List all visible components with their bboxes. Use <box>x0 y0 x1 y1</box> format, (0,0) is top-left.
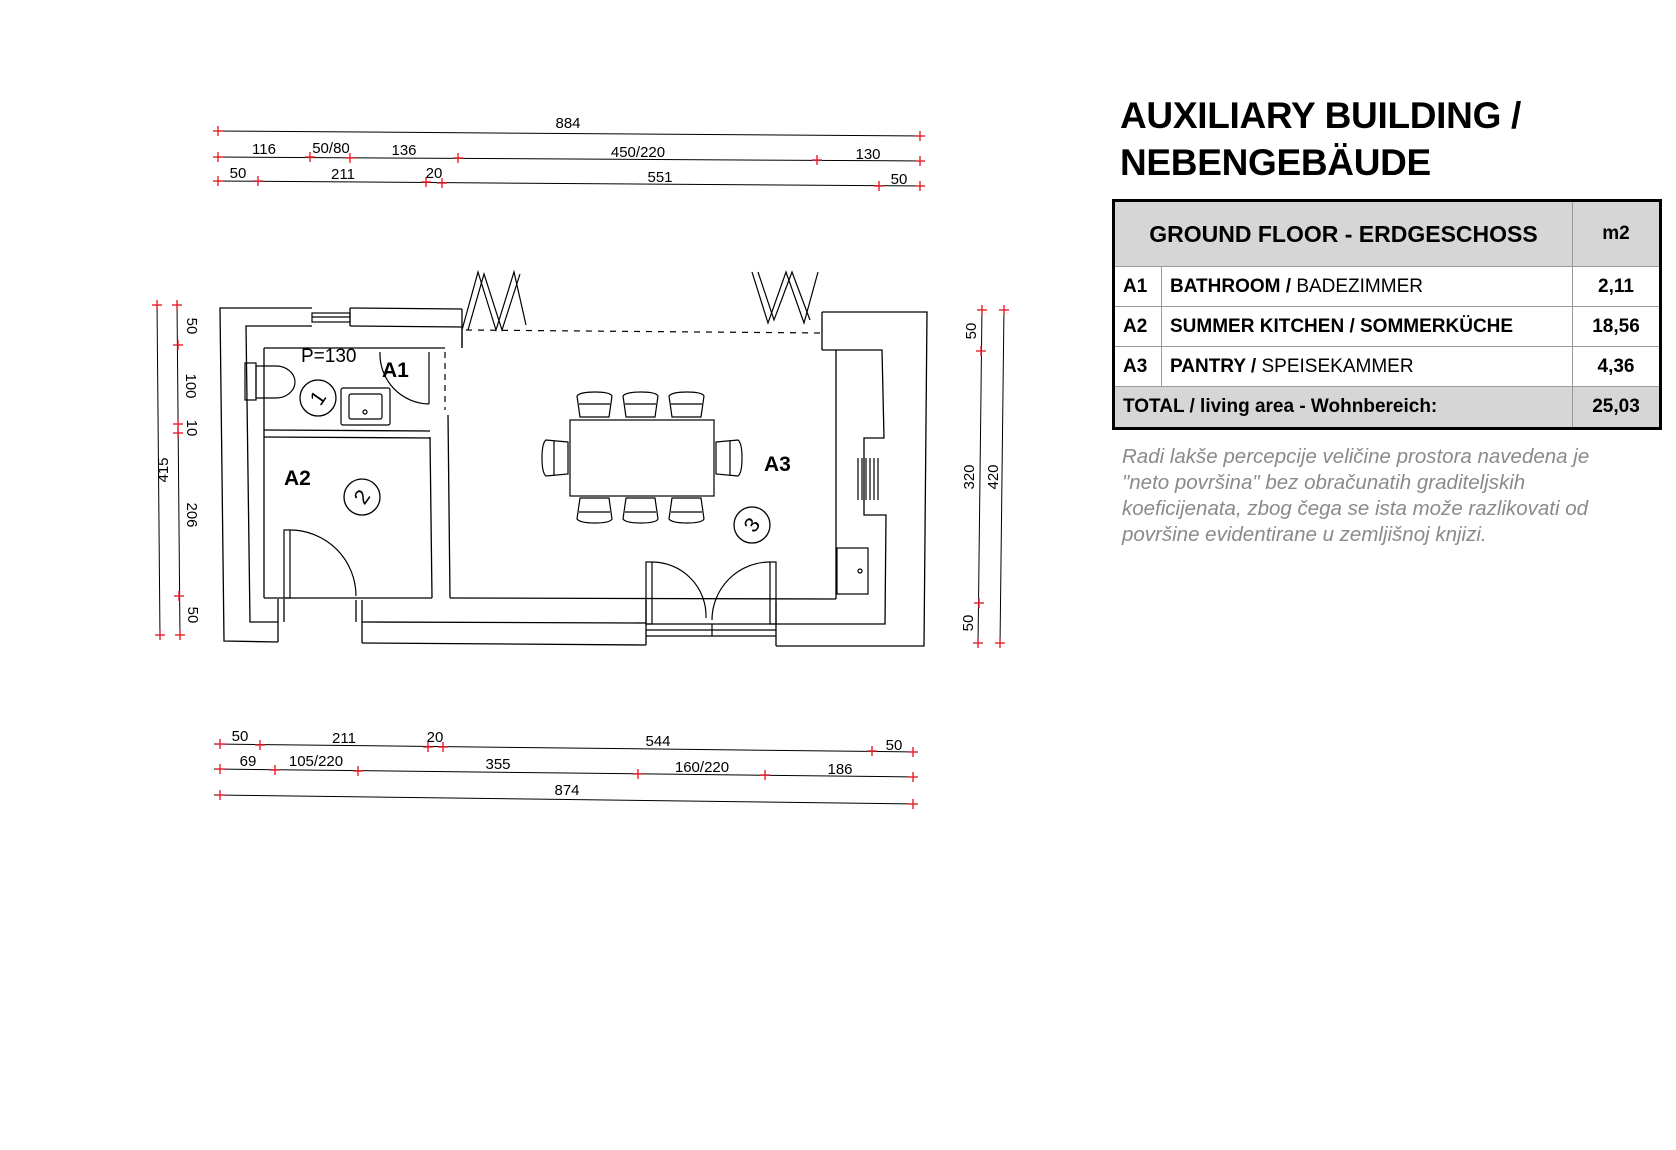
dim-top-opening: 50/80 <box>312 140 350 157</box>
kitchen-entrance-door <box>284 530 356 598</box>
sill-height-label: P=130 <box>301 346 357 367</box>
area-table-heading: GROUND FLOOR - ERDGESCHOSS <box>1114 201 1573 267</box>
room-name: SUMMER KITCHEN / SOMMERKÜCHE <box>1162 307 1573 347</box>
room-area: 2,11 <box>1573 267 1661 307</box>
dim-bottom-opening: 69 <box>239 753 257 770</box>
dim-bottom-wall: 211 <box>332 730 356 747</box>
dim-top-opening: 450/220 <box>610 144 666 161</box>
dim-bottom-wall: 50 <box>885 737 903 754</box>
room-name: PANTRY / SPEISEKAMMER <box>1162 347 1573 387</box>
chair-icon <box>623 498 658 523</box>
svg-text:2: 2 <box>349 485 376 509</box>
dim-bottom-opening: 186 <box>827 761 853 778</box>
dim-top-opening: 136 <box>391 142 417 159</box>
svg-text:1: 1 <box>305 386 332 410</box>
area-table-row <box>1114 307 1661 347</box>
dim-top-wall: 551 <box>647 169 673 186</box>
stove-icon <box>858 458 878 500</box>
chair-icon <box>669 498 704 523</box>
room-number-marker <box>300 380 336 416</box>
area-table-row <box>1114 267 1661 307</box>
total-label: TOTAL / living area - Wohnbereich: <box>1114 387 1573 429</box>
dim-top-opening: 130 <box>855 146 881 163</box>
dim-left-total: 415 <box>155 457 172 483</box>
dim-right-part: 50 <box>960 614 977 632</box>
chair-icon <box>716 440 742 476</box>
page-title-line: NEBENGEBÄUDE <box>1120 142 1431 183</box>
dim-left-part: 50 <box>183 317 200 335</box>
dim-top-wall: 211 <box>331 166 355 183</box>
dim-bottom-opening: 355 <box>485 756 511 773</box>
dims-right <box>960 305 1009 648</box>
chair-icon <box>669 392 704 417</box>
dim-top-total: 884 <box>555 115 581 132</box>
dims-left <box>152 300 201 640</box>
chair-icon <box>623 392 658 417</box>
area-table-row <box>1114 347 1661 387</box>
dim-top-opening: 116 <box>252 141 276 158</box>
room-number-marker <box>734 507 770 543</box>
area-table-header <box>1114 201 1661 267</box>
chair-icon <box>577 498 612 523</box>
fixtures <box>245 363 878 594</box>
total-value: 25,03 <box>1573 387 1661 429</box>
dim-right-part: 320 <box>961 464 978 490</box>
dim-bottom-wall: 20 <box>426 729 444 746</box>
page-title <box>1120 92 1640 186</box>
area-table-unit: m2 <box>1573 201 1661 267</box>
dining-table-icon <box>570 420 714 496</box>
dims-bottom <box>214 728 918 809</box>
room-code: A2 <box>1114 307 1162 347</box>
folding-door-right <box>752 272 818 323</box>
dim-bottom-total: 874 <box>554 782 580 799</box>
dim-top-wall: 50 <box>229 165 247 182</box>
room-area: 18,56 <box>1573 307 1661 347</box>
page-title-line: AUXILIARY BUILDING / <box>1120 95 1522 136</box>
dim-bottom-wall: 544 <box>645 733 671 750</box>
kitchen-sink-icon <box>837 548 868 594</box>
dim-bottom-opening: 105/220 <box>288 753 344 770</box>
room-label-a3: A3 <box>764 453 791 476</box>
room-labels <box>284 346 791 543</box>
chair-icon <box>577 392 612 417</box>
dim-bottom-wall: 50 <box>231 728 249 745</box>
dim-left-part: 50 <box>184 606 201 624</box>
dim-right-total: 420 <box>985 464 1002 490</box>
room-area: 4,36 <box>1573 347 1661 387</box>
room-code: A1 <box>1114 267 1162 307</box>
room-number-marker <box>344 479 380 515</box>
dim-left-part: 10 <box>183 419 200 437</box>
dim-right-part: 50 <box>963 322 980 340</box>
washbasin-icon <box>341 388 390 425</box>
dim-top-wall: 20 <box>425 165 443 182</box>
dim-left-part: 206 <box>183 502 200 528</box>
folding-door-left <box>462 272 526 348</box>
room-label-a2: A2 <box>284 467 311 490</box>
room-name: BATHROOM / BADEZIMMER <box>1162 267 1573 307</box>
dims-top <box>213 115 925 191</box>
area-table-total <box>1114 387 1661 429</box>
area-table <box>1112 199 1662 430</box>
room-code: A3 <box>1114 347 1162 387</box>
dim-left-part: 100 <box>182 373 199 399</box>
dim-bottom-opening: 160/220 <box>674 759 730 776</box>
room-label-a1: A1 <box>382 359 409 382</box>
toilet-icon <box>245 363 295 400</box>
svg-text:3: 3 <box>739 513 766 537</box>
area-note: Radi lakše percepcije veličine prostora navedena je "neto površina" bez obračunatih graditeljskih koeficijenata, zbog čega se ista može razlikovati od površine evidentirane u zemljišnoj knjizi. <box>1122 445 1590 546</box>
dim-top-wall: 50 <box>890 171 908 188</box>
chair-icon <box>542 440 568 476</box>
